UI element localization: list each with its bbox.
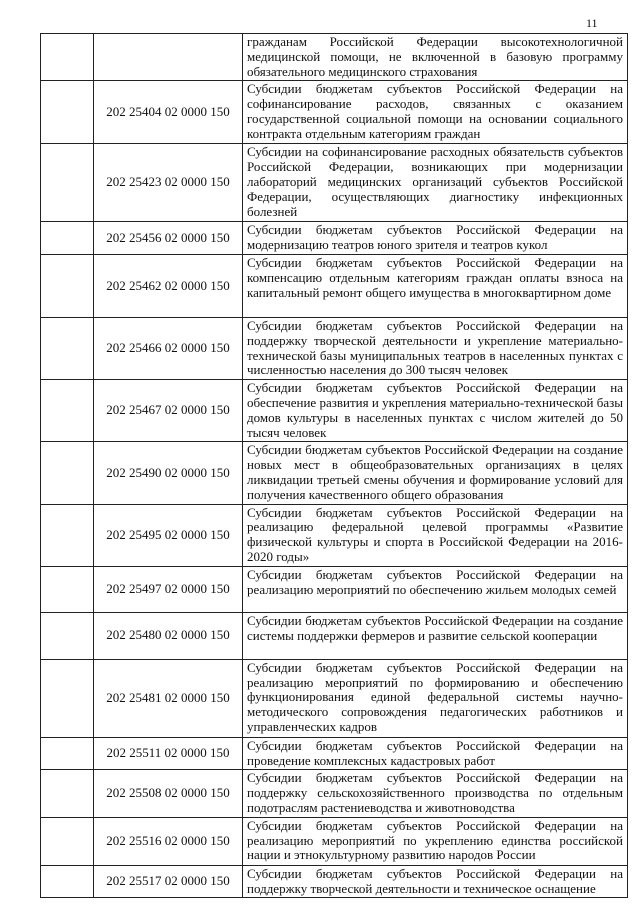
income-description: Субсидии бюджетам субъектов Российской Федерации на модернизацию театров юного зрителя и театров кукол [247,222,623,253]
budget-code: 202 25516 02 0000 150 [94,817,243,865]
budget-code: 202 25462 02 0000 150 [94,254,243,317]
income-description: Субсидии бюджетам субъектов Российской Федерации на обеспечение развития и укрепления материально-технической базы домов культуры в населенных пунктах с числом жителей до 50 тысяч человек [247,380,623,440]
empty-cell [41,817,94,865]
income-description: Субсидии бюджетам субъектов Российской Федерации на создание новых мест в общеобразовательных организациях в целях ликвидации третьей смены обучения и формирование условий для получения качественного общего образования [247,442,623,502]
empty-cell [41,770,94,817]
budget-code: 202 25490 02 0000 150 [94,442,243,504]
empty-cell [41,34,94,81]
budget-code: 202 25467 02 0000 150 [94,380,243,442]
budget-code: 202 25466 02 0000 150 [94,317,243,379]
budget-code: 202 25511 02 0000 150 [94,737,243,770]
budget-code: 202 25517 02 0000 150 [94,865,243,898]
table-row [41,865,628,898]
table-row [41,254,628,317]
empty-cell [41,81,94,144]
empty-cell [41,504,94,566]
table-row [41,380,628,442]
income-description: Субсидии бюджетам субъектов Российской Федерации на реализацию мероприятий по формированию и обеспечению функционирования единой федеральной системы научно-методического сопровождения педагогических работников и управленческих кадров [247,659,623,734]
income-description: Субсидии бюджетам субъектов Российской Федерации на создание системы поддержки фермеров и развитие сельской кооперации [247,612,623,643]
budget-code: 202 25508 02 0000 150 [94,770,243,817]
table-row [41,81,628,144]
table-row [41,566,628,612]
empty-cell [41,442,94,504]
table-row [41,34,628,81]
budget-code: 202 25480 02 0000 150 [94,612,243,659]
budget-classification-table [40,33,628,898]
income-description: Субсидии бюджетам субъектов Российской Федерации на поддержку творческой деятельности и техническое оснащение [247,865,623,896]
empty-cell [41,659,94,737]
income-description: Субсидии бюджетам субъектов Российской Федерации на поддержку сельскохозяйственного производства по отдельным подотраслям растениеводства и животноводства [247,770,623,815]
empty-cell [41,865,94,898]
table-row [41,770,628,817]
empty-cell [41,612,94,659]
table-row [41,442,628,504]
budget-code [94,34,243,81]
income-description: Субсидии бюджетам субъектов Российской Федерации на реализацию мероприятий по укреплению единства российской нации и этнокультурному развитию народов России [247,817,623,863]
income-description: Субсидии на софинансирование расходных обязательств субъектов Российской Федерации, возникающих при модернизации лабораторий медицинских организаций субъектов Российской Федерации, осуществляющих диагностику инфекционных болезней [247,144,623,219]
table-row [41,504,628,566]
budget-code: 202 25456 02 0000 150 [94,222,243,255]
table-row [41,817,628,865]
empty-cell [41,317,94,379]
income-description: Субсидии бюджетам субъектов Российской Федерации на компенсацию отдельным категориям граждан оплаты взноса на капитальный ремонт общего имущества в многоквартирном доме [247,254,623,300]
table-row [41,222,628,255]
empty-cell [41,566,94,612]
empty-cell [41,222,94,255]
empty-cell [41,380,94,442]
table-row [41,612,628,659]
budget-code: 202 25404 02 0000 150 [94,81,243,144]
table-row [41,737,628,770]
budget-code: 202 25423 02 0000 150 [94,144,243,222]
empty-cell [41,254,94,317]
table-row [41,317,628,379]
income-description: Субсидии бюджетам субъектов Российской Федерации на поддержку творческой деятельности и укрепление материально-технической базы муниципальных театров в населенных пунктах с численностью населения до 300 тысяч человек [247,317,623,378]
income-description: Субсидии бюджетам субъектов Российской Федерации на проведение комплексных кадастровых работ [247,737,623,768]
budget-code: 202 25495 02 0000 150 [94,504,243,566]
page-number: 11 [586,16,598,30]
empty-cell [41,144,94,222]
income-description: Субсидии бюджетам субъектов Российской Федерации на реализацию федеральной целевой программы «Развитие физической культуры и спорта в Российской Федерации на 2016-2020 годы» [247,504,623,564]
income-description: Субсидии бюджетам субъектов Российской Федерации на софинансирование расходов, связанных с оказанием государственной социальной помощи на основании социального контракта отдельным категориям граждан [247,81,623,141]
table-row [41,144,628,222]
table-row [41,659,628,737]
income-description: гражданам Российской Федерации высокотехнологичной медицинской помощи, не включенной в базовую программу обязательного медицинского страхования [247,34,623,79]
income-description: Субсидии бюджетам субъектов Российской Федерации на реализацию мероприятий по обеспечению жильем молодых семей [247,566,623,597]
budget-code: 202 25497 02 0000 150 [94,566,243,612]
budget-code: 202 25481 02 0000 150 [94,659,243,737]
empty-cell [41,737,94,770]
